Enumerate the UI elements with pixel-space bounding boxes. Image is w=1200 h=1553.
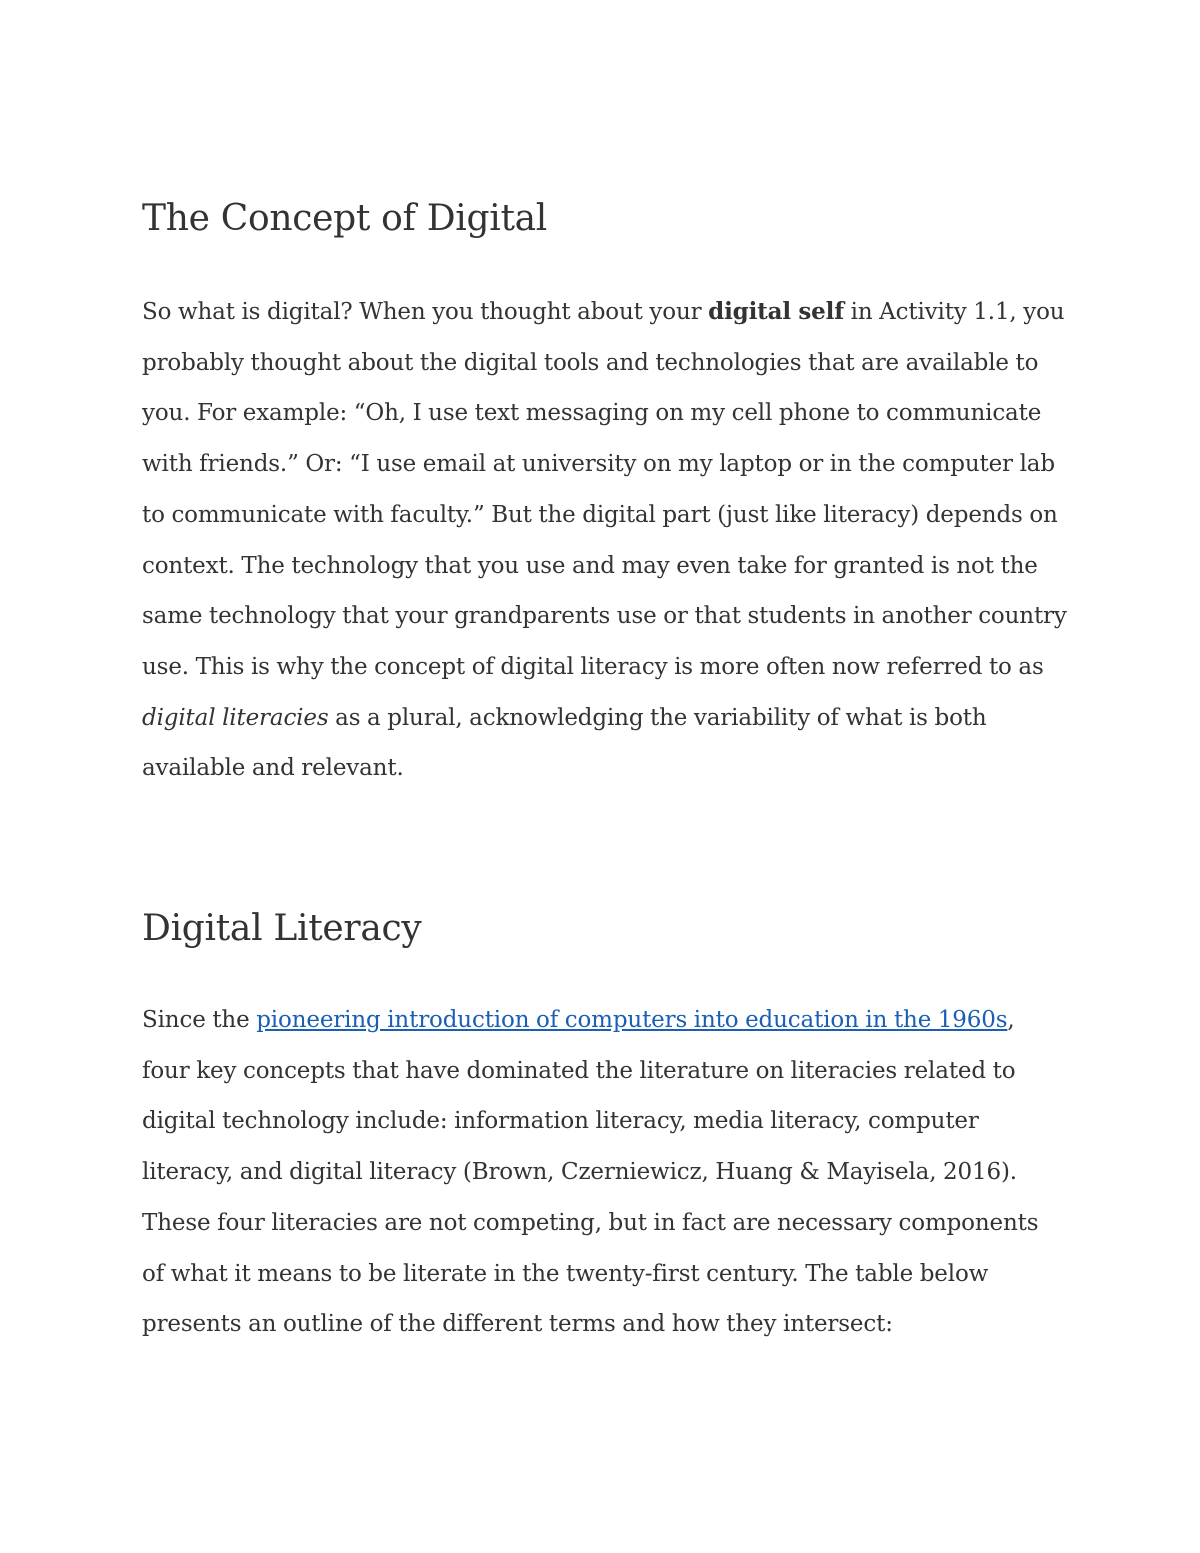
link-pioneering-introduction[interactable]: pioneering introduction of computers into education in the 1960s: [256, 1007, 1008, 1033]
paragraph-text: as a plural, acknowledging the variability of what is both available and relevant.: [142, 704, 987, 782]
paragraph-text: So what is digital? When you thought about your: [142, 299, 709, 325]
heading-concept-of-digital: The Concept of Digital: [142, 198, 547, 239]
paragraph-text: Since the: [142, 1007, 257, 1033]
heading-digital-literacy: Digital Literacy: [142, 908, 422, 949]
bold-digital-self: digital self: [708, 298, 844, 325]
paragraph-concept-of-digital: [142, 287, 1067, 794]
paragraph-text: in Activity 1.1, you probably thought about the digital tools and technologies that are available to you. For example: “Oh, I use text messaging on my cell phone to communicate with friends.” Or: “I use email at university on my laptop or in the computer lab to communicate with faculty.” But the digital part (just like literacy) depends on context. The technology that you use and may even take for granted is not the same technology that your grandparents use or that students in another country use. This is why the concept of digital literacy is more often now referred to as: [142, 299, 1067, 680]
paragraph-digital-literacy: [142, 995, 1067, 1350]
italic-digital-literacies: digital literacies: [142, 704, 329, 731]
paragraph-text: , four key concepts that have dominated the literature on literacies related to digital technology include: information literacy, media literacy, computer literacy, and digital literacy (Brown, Czerniewicz, Huang & Mayisela, 2016). These four literacies are not competing, but in fact are necessary components of what it means to be literate in the twenty-first century. The table below presents an outline of the different terms and how they intersect:: [142, 1007, 1039, 1338]
